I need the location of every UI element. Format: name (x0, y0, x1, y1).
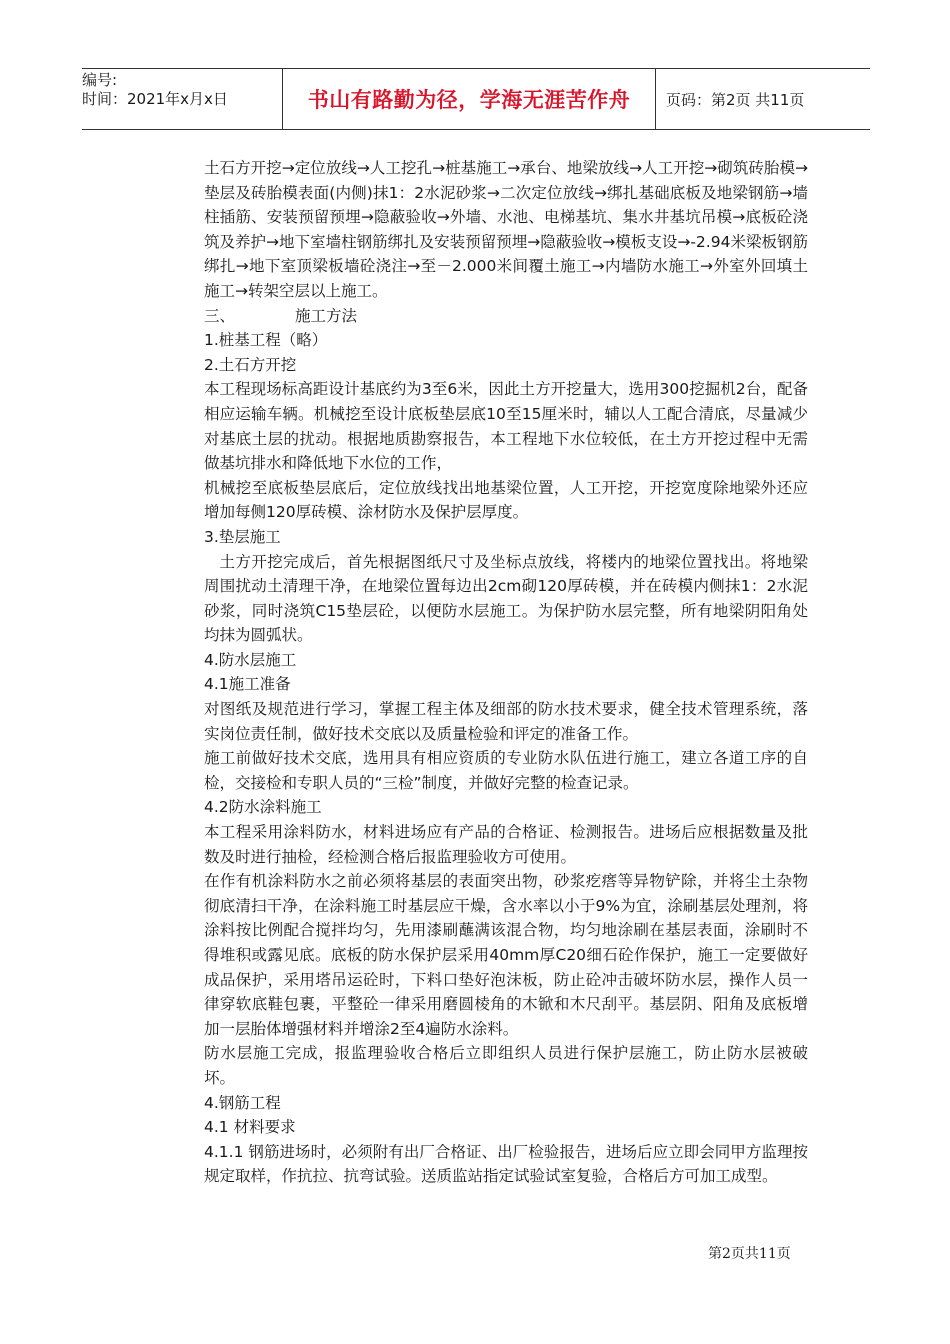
section-heading-construction-method (204, 304, 808, 329)
section-number: 三、 (204, 306, 236, 325)
paragraph-rebar-entry: 4.1.1 钢筋进场时，必须附有出厂合格证、出厂检验报告，进场后应立即会同甲方监理按规定取样，作抗拉、抗弯试验。送质监站指定试验试室复验，合格后方可加工成型。 (204, 1142, 808, 1186)
page-footer: 第2页共11页 (708, 1246, 791, 1262)
heading-waterproof-coating: 4.2防水涂料施工 (204, 798, 322, 817)
header-page-number: 页码：第2页 共11页 (666, 90, 805, 109)
section-title: 施工方法 (295, 306, 358, 325)
heading-material-requirements: 4.1 材料要求 (204, 1118, 296, 1137)
process-flow-paragraph: 土石方开挖→定位放线→人工挖孔→桩基施工→承台、地梁放线→人工开挖→砌筑砖胎模→垫层及砖胎模表面(内侧)抹1：2水泥砂浆→二次定位放线→绑扎基础底板及地梁钢筋→墙柱插筋、安装预留预埋→隐蔽验收→外墙、水池、电梯基坑、集水井基坑吊模→底板砼浇筑及养护→地下室墙柱钢筋绑扎及安装预留预埋→隐蔽验收→模板支设→-2.94米梁板钢筋绑扎→地下室顶梁板墙砼浇注→至－2.000米间覆土施工→内墙防水施工→外室外回填土施工→转架空层以上施工。 (204, 159, 808, 300)
document-body (204, 156, 808, 1189)
header-motto: 书山有路勤为径，学海无涯苦作舟 (282, 69, 656, 129)
heading-earthwork: 2.土石方开挖 (204, 355, 297, 374)
document-date: 时间：2021年x月x日 (82, 90, 228, 108)
paragraph-preparation-2: 施工前做好技术交底，选用具有相应资质的专业防水队伍进行施工，建立各道工序的自检，交接检和专职人员的“三检”制度，并做好完整的检查记录。 (204, 749, 808, 792)
paragraph-preparation-1: 对图纸及规范进行学习，掌握工程主体及细部的防水技术要求，健全技术管理系统，落实岗位责任制，做好技术交底以及质量检验和评定的准备工作。 (204, 700, 808, 743)
heading-waterproof-layer: 4.防水层施工 (204, 650, 297, 669)
paragraph-cushion-layer: 土方开挖完成后，首先根据图纸尺寸及坐标点放线，将楼内的地梁位置找出。将地梁周围扰动土清理干净，在地梁位置每边出2cm砌120厚砖模，并在砖模内侧抹1：2水泥砂浆，同时浇筑C15垫层砼，以便防水层施工。为保护防水层完整，所有地梁阴阳角处均抹为圆弧状。 (204, 552, 808, 645)
heading-rebar-work: 4.钢筋工程 (204, 1093, 281, 1112)
heading-preparation: 4.1施工准备 (204, 675, 291, 694)
heading-cushion-layer: 3.垫层施工 (204, 527, 281, 546)
paragraph-coating-1: 本工程采用涂料防水，材料进场应有产品的合格证、检测报告。进场后应根据数量及批数及时进行抽检，经检测合格后报监理验收方可使用。 (204, 823, 808, 866)
paragraph-earthwork-2: 机械挖至底板垫层底后，定位放线找出地基梁位置，人工开挖，开挖宽度除地梁外还应增加每侧120厚砖模、涂材防水及保护层厚度。 (204, 478, 808, 522)
page-header (82, 68, 870, 130)
document-number-label: 编号: (82, 71, 118, 89)
paragraph-earthwork-1: 本工程现场标高距设计基底约为3至6米，因此土方开挖量大，选用300挖掘机2台，配备相应运输车辆。机械挖至设计底板垫层底10至15厘米时，辅以人工配合清底，尽量减少对基底土层的扰动。根据地质勘察报告，本工程地下水位较低，在土方开挖过程中无需做基坑排水和降低地下水位的工作， (204, 380, 808, 473)
paragraph-coating-2: 在作有机涂料防水之前必须将基层的表面突出物，砂浆疙瘩等异物铲除，并将尘土杂物彻底清扫干净，在涂料施工时基层应干燥，含水率以小于9%为宜，涂刷基层处理剂，将涂料按比例配合搅拌均匀，先用漆刷蘸满该混合物，均匀地涂刷在基层表面，涂刷时不得堆积或露见底。底板的防水保护层采用40mm厚C20细石砼作保护，施工一定要做好成品保护，采用塔吊运砼时，下料口垫好泡沫板，防止砼冲击破坏防水层，操作人员一律穿软底鞋包裹，平整砼一律采用磨圆棱角的木锨和木尺刮平。基层阴、阳角及底板增加一层胎体增强材料并增涂2至4遍防水涂料。 (204, 872, 808, 1038)
paragraph-coating-3: 防水层施工完成，报监理验收合格后立即组织人员进行保护层施工，防止防水层被破坏。 (204, 1044, 808, 1087)
header-meta (82, 69, 282, 129)
heading-pile-foundation: 1.桩基工程（略） (204, 331, 328, 350)
